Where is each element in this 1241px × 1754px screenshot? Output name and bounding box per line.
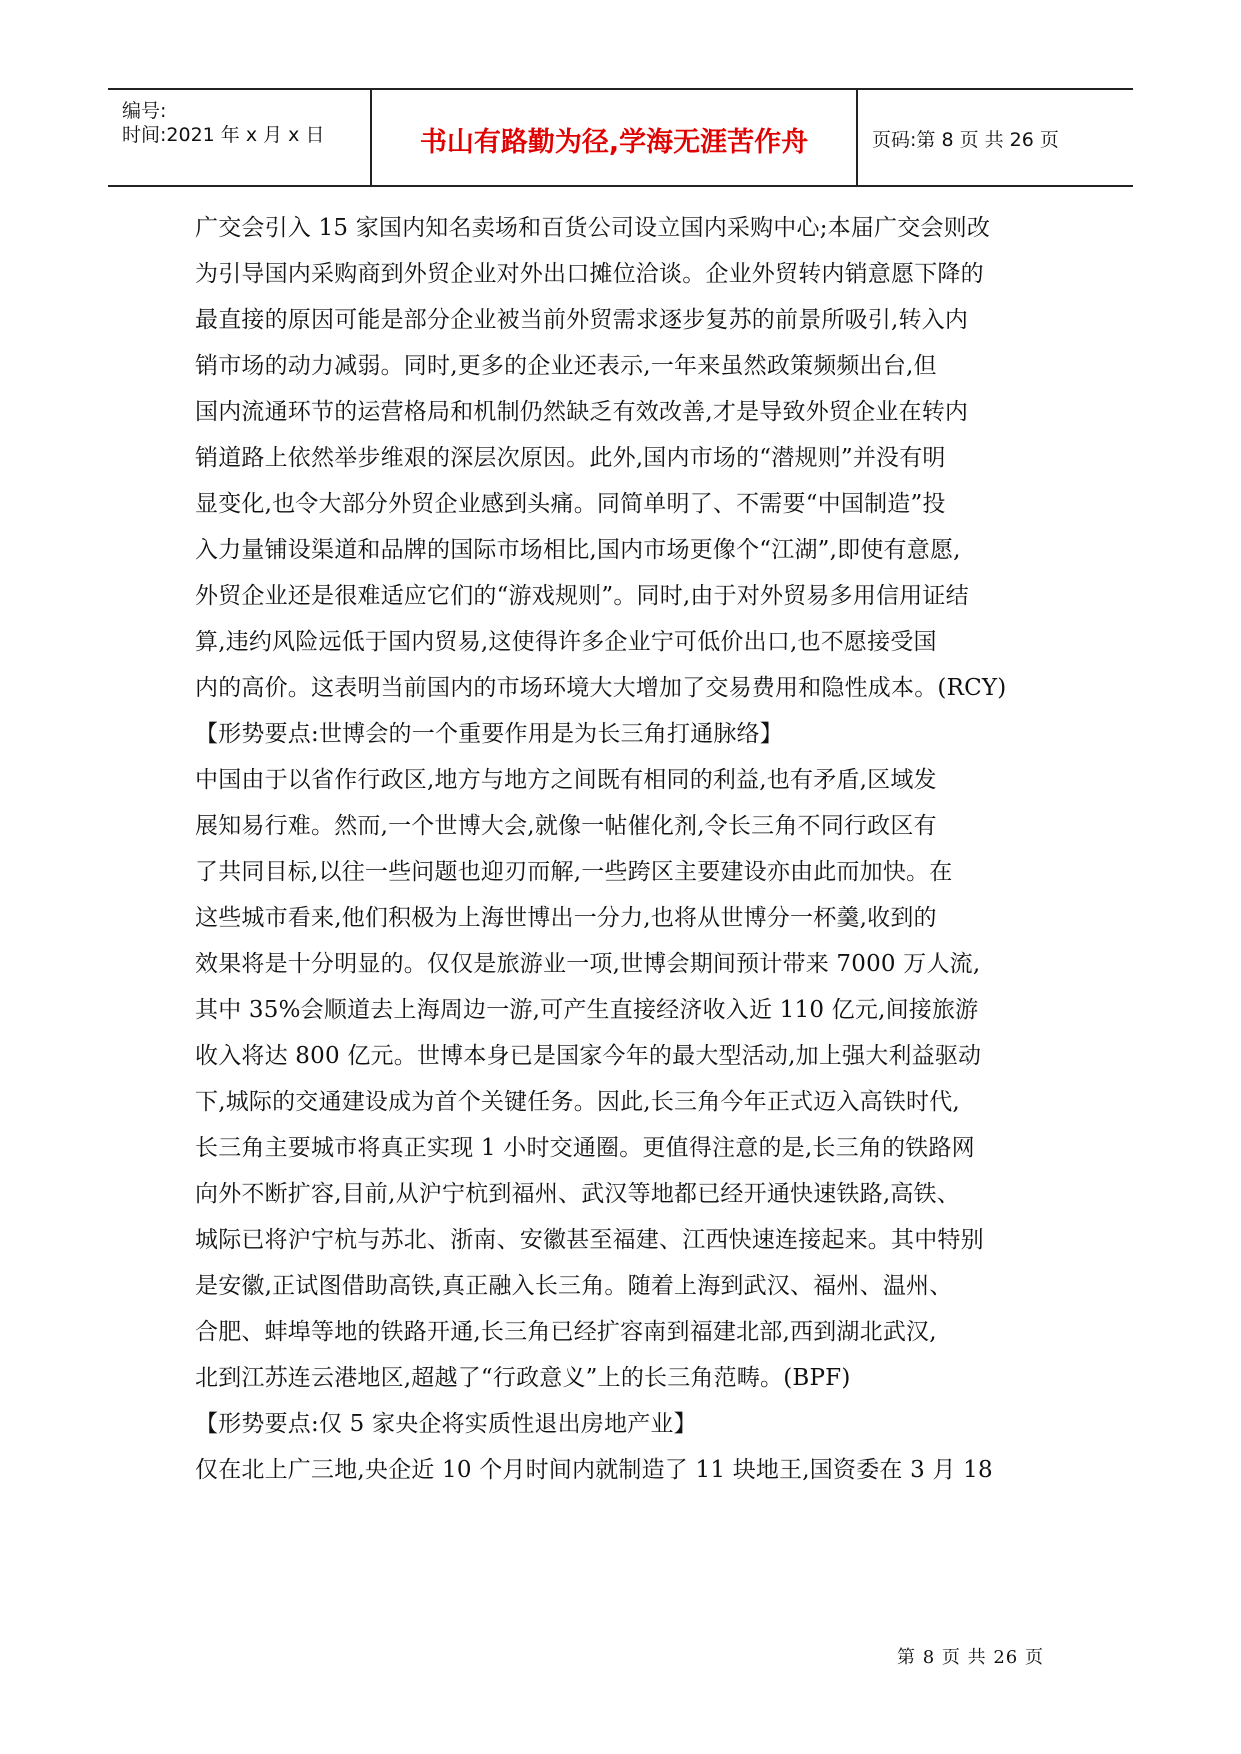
body-text-line: 销道路上依然举步维艰的深层次原因。此外,国内市场的“潜规则”并没有明 [195, 445, 946, 471]
body-text-line: 仅在北上广三地,央企近 10 个月时间内就制造了 11 块地王,国资委在 3 月 18 [195, 1457, 993, 1483]
body-text-line: 算,违约风险远低于国内贸易,这使得许多企业宁可低价出口,也不愿接受国 [195, 629, 937, 655]
body-text-line: 北到江苏连云港地区,超越了“行政意义”上的长三角范畴。(BPF) [195, 1365, 851, 1391]
body-text-line: 外贸企业还是很难适应它们的“游戏规则”。同时,由于对外贸易多用信用证结 [195, 583, 969, 609]
body-text-line: 中国由于以省作行政区,地方与地方之间既有相同的利益,也有矛盾,区域发 [195, 767, 937, 793]
body-text-line: 是安徽,正试图借助高铁,真正融入长三角。随着上海到武汉、福州、温州、 [195, 1273, 953, 1299]
section-heading: 【形势要点:世博会的一个重要作用是为长三角打通脉络】 [195, 721, 783, 747]
body-text-line: 国内流通环节的运营格局和机制仍然缺乏有效改善,才是导致外贸企业在转内 [195, 399, 969, 425]
body-text-line: 收入将达 800 亿元。世博本身已是国家今年的最大型活动,加上强大利益驱动 [195, 1043, 982, 1069]
body-text-line: 广交会引入 15 家国内知名卖场和百货公司设立国内采购中心;本届广交会则改 [195, 215, 991, 241]
body-text-line: 这些城市看来,他们积极为上海世博出一分力,也将从世博分一杯羹,收到的 [195, 905, 937, 931]
header-motto-cell [372, 90, 858, 185]
body-text-line: 下,城际的交通建设成为首个关键任务。因此,长三角今年正式迈入高铁时代, [195, 1089, 960, 1115]
body-text-line: 效果将是十分明显的。仅仅是旅游业一项,世博会期间预计带来 7000 万人流, [195, 951, 981, 977]
body-text-line: 合肥、蚌埠等地的铁路开通,长三角已经扩容南到福建北部,西到湖北武汉, [195, 1319, 937, 1345]
body-text-line: 了共同目标,以往一些问题也迎刃而解,一些跨区主要建设亦由此而加快。在 [195, 859, 953, 885]
document-body [195, 205, 1075, 1493]
header-left-cell [108, 90, 372, 185]
page-header [108, 88, 1133, 187]
body-text-line: 显变化,也令大部分外贸企业感到头痛。同简单明了、不需要“中国制造”投 [195, 491, 946, 517]
body-text-line: 展知易行难。然而,一个世博大会,就像一帖催化剂,令长三角不同行政区有 [195, 813, 937, 839]
header-page-cell [858, 90, 1133, 185]
section-heading: 【形势要点:仅 5 家央企将实质性退出房地产业】 [195, 1411, 697, 1437]
body-text-line: 其中 35%会顺道去上海周边一游,可产生直接经济收入近 110 亿元,间接旅游 [195, 997, 979, 1023]
body-text-line: 最直接的原因可能是部分企业被当前外贸需求逐步复苏的前景所吸引,转入内 [195, 307, 969, 333]
body-text-line: 长三角主要城市将真正实现 1 小时交通圈。更值得注意的是,长三角的铁路网 [195, 1135, 975, 1161]
body-text-line: 为引导国内采购商到外贸企业对外出口摊位洽谈。企业外贸转内销意愿下降的 [195, 261, 984, 287]
header-motto: 书山有路勤为径,学海无涯苦作舟 [419, 127, 809, 158]
page-footer-number: 第 8 页 共 26 页 [897, 1647, 1044, 1668]
document-number-label: 编号: [122, 100, 167, 122]
body-text-line: 向外不断扩容,目前,从沪宁杭到福州、武汉等地都已经开通快速铁路,高铁、 [195, 1181, 960, 1207]
body-text-line: 销市场的动力减弱。同时,更多的企业还表示,一年来虽然政策频频出台,但 [195, 353, 937, 379]
body-text-line: 城际已将沪宁杭与苏北、浙南、安徽甚至福建、江西快速连接起来。其中特别 [195, 1227, 984, 1253]
body-text-line: 入力量铺设渠道和品牌的国际市场相比,国内市场更像个“江湖”,即使有意愿, [195, 537, 961, 563]
document-time-label: 时间:2021 年 x 月 x 日 [122, 124, 325, 146]
header-page-info: 页码:第 8 页 共 26 页 [872, 129, 1059, 151]
body-text-line: 内的高价。这表明当前国内的市场环境大大增加了交易费用和隐性成本。(RCY) [195, 675, 1007, 701]
